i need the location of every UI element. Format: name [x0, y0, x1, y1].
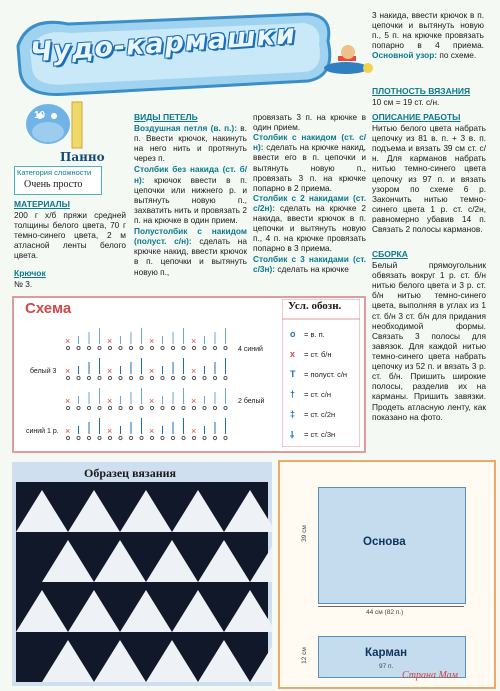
- schema-title: Схема: [25, 300, 72, 317]
- chain-stitch-icon: [182, 436, 185, 439]
- chain-stitch-icon: [203, 346, 206, 349]
- loop-text: сделать на крючке накид, ввести его в п. цепочки и вытянуть новую п., провязать 3 п. на крючке попарно в 2 приема.: [253, 142, 366, 193]
- chain-stitch-icon: [108, 346, 111, 349]
- chain-stitch-icon: [150, 436, 153, 439]
- row-label-4: 4 синий: [238, 346, 263, 353]
- chain-stitch-icon: [203, 406, 206, 409]
- legend-item: [290, 424, 360, 444]
- work-text: Нитью белого цвета набрать цепочку из 81 в. п. + 3 в. п. подъема и вязать 39 см ст. с/н. Для карманов набрать нитью темно-синего цвета цепочку из 97 п. и вязать узором по схеме 6 р. Закончить нитью темно-синего цвета 1 р. ст. с/2н, равномерно убавив 14 п. Связать 2 полосы карманов.: [372, 123, 486, 235]
- chain-stitch-icon: [213, 346, 216, 349]
- intro-text: 3 накида, ввести крючок в п. цепочки и вытянуть новую п., 5 п. на крючке провязать попарно в 4 приема.: [372, 10, 484, 51]
- loop-term: Столбик с 2 накидами (ст. с/2н):: [253, 192, 366, 213]
- legend-text: = ст. б/н: [304, 349, 332, 359]
- legend-text: = ст. с/н: [304, 389, 331, 399]
- chain-stitch-icon: [140, 346, 143, 349]
- chain-stitch-icon: [150, 376, 153, 379]
- legend-list: [290, 324, 360, 444]
- density-text: 10 см = 19 ст. с/н.: [372, 97, 440, 107]
- chain-stitch-icon: [224, 346, 227, 349]
- legend-symbol-icon: ⸸: [290, 429, 295, 440]
- chain-stitch-icon: [161, 346, 164, 349]
- stitch-x-icon: ×: [191, 366, 197, 376]
- chain-stitch-icon: [171, 436, 174, 439]
- hippo-mascot-icon: [20, 98, 100, 150]
- legend-text: = ст. с/2н: [304, 409, 336, 419]
- loop-term: Воздушная петля (в. п.):: [134, 123, 237, 133]
- crochet-chart: [62, 318, 236, 442]
- osnova-label: Основа: [363, 536, 406, 548]
- loop-term: Столбик с накидом (ст. с/н):: [253, 132, 366, 153]
- chain-stitch-icon: [108, 376, 111, 379]
- legend-symbol-icon: †: [290, 389, 296, 399]
- stitch-x-icon: ×: [65, 426, 71, 436]
- loop-text: в. п. Ввести крючок, накинуть на него нить и протянуть через п.: [134, 123, 247, 164]
- loop-types-column: [134, 123, 247, 278]
- chain-stitch-icon: [129, 436, 132, 439]
- airplane-icon: [318, 38, 376, 82]
- loop-text: крючок ввести в п. цепочки или нижнего р. и вытянуть новую п., захватить нить и провязать 2 п. на крючке в один прием.: [134, 174, 247, 225]
- legend-symbol-icon: o: [290, 329, 296, 339]
- category-value: Очень просто: [24, 179, 83, 190]
- karman-label: Карман: [365, 647, 408, 659]
- stitch-x-icon: ×: [191, 396, 197, 406]
- stitch-x-icon: ×: [107, 396, 113, 406]
- chain-stitch-icon: [171, 346, 174, 349]
- chain-stitch-icon: [66, 436, 69, 439]
- chain-stitch-icon: [77, 376, 80, 379]
- chain-stitch-icon: [171, 376, 174, 379]
- chain-stitch-icon: [224, 406, 227, 409]
- legend-text: = полуст. с/н: [304, 369, 348, 379]
- chain-stitch-icon: [140, 376, 143, 379]
- chain-stitch-icon: [150, 346, 153, 349]
- chain-stitch-icon: [129, 346, 132, 349]
- chain-stitch-icon: [87, 346, 90, 349]
- chain-stitch-icon: [161, 436, 164, 439]
- legend-text: = в. п.: [304, 329, 325, 339]
- stitch-x-icon: ×: [65, 336, 71, 346]
- stitch-x-icon: ×: [191, 426, 197, 436]
- pattern-text: по схеме.: [437, 50, 477, 61]
- stitch-x-icon: ×: [107, 336, 113, 346]
- loop-text: сделать на крючке: [275, 263, 349, 274]
- legend-symbol-icon: ‡: [290, 409, 296, 419]
- chain-stitch-icon: [161, 406, 164, 409]
- chain-stitch-icon: [213, 436, 216, 439]
- loop-def-0: [134, 123, 247, 163]
- materials-text: 200 г х/б пряжи средней толщины белого цвета, 70 г темно-синего цвета, 2 м атласной ленты белого цвета.: [14, 210, 126, 261]
- chain-stitch-icon: [150, 406, 153, 409]
- legend-symbol-icon: T: [290, 369, 296, 379]
- legend-item: [290, 344, 360, 364]
- loop-def-col3-2: [253, 254, 366, 274]
- chain-stitch-icon: [98, 406, 101, 409]
- chain-stitch-icon: [119, 436, 122, 439]
- stitch-x-icon: ×: [149, 396, 155, 406]
- legend-symbol-icon: x: [290, 349, 296, 359]
- chain-stitch-icon: [213, 376, 216, 379]
- assembly-text: Белый прямоугольник обвязать вокруг 1 р. ст. б/н нитью белого цвета и 3 р. ст. б/н нитью темно-синего цвета, выполняя в углах из 1 ст. б/н 3 ст. б/н для придания необходимой формы. Связать 3 полосы для завязок. Для каждой нитью темно-синего цвета набрать цепочку из 52 п. и вязать 3 р. ст. б/н. Пришить широкие полосы, разделив их на карманы. Пришить завязки. Продеть атласную ленту, как показано на фото.: [372, 260, 486, 422]
- osnova-width-line: [318, 606, 464, 607]
- chain-stitch-icon: [66, 406, 69, 409]
- hook-heading: Крючок: [14, 268, 46, 278]
- legend-item: [290, 384, 360, 404]
- col3-lead: провязать 3 п. на крючке в один прием.: [253, 112, 366, 133]
- loop-def-col3-1: [253, 193, 366, 254]
- chain-stitch-icon: [192, 406, 195, 409]
- chain-stitch-icon: [203, 376, 206, 379]
- badge-number: 10: [34, 110, 46, 121]
- chain-stitch-icon: [119, 346, 122, 349]
- stitch-x-icon: ×: [149, 366, 155, 376]
- chain-stitch-icon: [213, 406, 216, 409]
- knit-texture-image: [12, 462, 272, 686]
- chain-stitch-icon: [192, 436, 195, 439]
- loop-def-2: [134, 226, 247, 277]
- photo-title: Образец вязания: [84, 466, 177, 480]
- right-intro: [372, 10, 484, 61]
- stitch-x-icon: ×: [65, 396, 71, 406]
- stitch-x-icon: ×: [149, 426, 155, 436]
- row-label-3: белый 3: [30, 368, 57, 375]
- legend-item: [290, 404, 360, 424]
- hook-text: № 3.: [14, 279, 33, 289]
- chain-stitch-icon: [98, 376, 101, 379]
- chain-stitch-icon: [161, 376, 164, 379]
- chain-stitch-icon: [182, 346, 185, 349]
- karman-width: 97 п.: [379, 663, 394, 670]
- chain-stitch-icon: [66, 376, 69, 379]
- legend-title: Усл. обозн.: [288, 300, 342, 312]
- chain-stitch-icon: [182, 376, 185, 379]
- materials-heading: МАТЕРИАЛЫ: [14, 199, 70, 209]
- osnova-height: 39 см: [300, 525, 308, 542]
- assembly-heading: СБОРКА: [372, 249, 408, 259]
- knit-sample-photo: [12, 462, 272, 686]
- loop-text: сделать на крючке 2 накида, ввести крючок в п. цепочки и вытянуть новую п., 4 п. на крючке провязать попарно в 3 приема.: [253, 202, 366, 254]
- row-label-1: синий 1 р.: [26, 428, 59, 435]
- chain-stitch-icon: [182, 406, 185, 409]
- loops-heading: ВИДЫ ПЕТЕЛЬ: [134, 112, 198, 122]
- category-label: Категория сложности: [17, 168, 92, 177]
- chain-stitch-icon: [192, 376, 195, 379]
- loop-term: Столбик без накида (ст. б/н):: [134, 164, 247, 185]
- stitch-x-icon: ×: [191, 336, 197, 346]
- chain-stitch-icon: [171, 406, 174, 409]
- chain-stitch-icon: [87, 376, 90, 379]
- chain-stitch-icon: [119, 406, 122, 409]
- loop-def-col3-0: [253, 132, 366, 193]
- chain-stitch-icon: [77, 346, 80, 349]
- legend-item: [290, 324, 360, 344]
- chain-stitch-icon: [129, 376, 132, 379]
- chain-stitch-icon: [77, 406, 80, 409]
- chain-stitch-icon: [108, 406, 111, 409]
- article-name: Панно: [60, 150, 105, 164]
- karman-height: 12 см: [300, 647, 308, 664]
- loop-text: сделать на крючке накид, ввести крючок в п. цепочки и вытянуть новую п.,: [134, 236, 247, 277]
- legend-text: = ст. с/3н: [304, 429, 336, 439]
- stitch-x-icon: ×: [107, 366, 113, 376]
- chain-stitch-icon: [129, 406, 132, 409]
- stitch-x-icon: ×: [65, 366, 71, 376]
- stitch-x-icon: ×: [149, 336, 155, 346]
- chain-stitch-icon: [87, 436, 90, 439]
- chain-stitch-icon: [108, 436, 111, 439]
- chain-stitch-icon: [224, 436, 227, 439]
- osnova-width: 44 см (82 п.): [366, 609, 404, 616]
- row-label-2: 2 белый: [238, 398, 265, 405]
- watermark: Страна Мам: [402, 670, 459, 681]
- work-heading: ОПИСАНИЕ РАБОТЫ: [372, 112, 461, 122]
- chain-stitch-icon: [98, 346, 101, 349]
- chain-stitch-icon: [140, 406, 143, 409]
- chain-stitch-icon: [192, 346, 195, 349]
- stitch-x-icon: ×: [107, 426, 113, 436]
- loop-term: Полустолбик с накидом (полуст. с/н):: [134, 226, 247, 247]
- chain-stitch-icon: [203, 436, 206, 439]
- chain-stitch-icon: [66, 346, 69, 349]
- chain-stitch-icon: [87, 406, 90, 409]
- chain-stitch-icon: [140, 436, 143, 439]
- density-heading: ПЛОТНОСТЬ ВЯЗАНИЯ: [372, 86, 471, 96]
- pattern-label: Основной узор:: [372, 50, 438, 61]
- loop-term: Столбик с 3 накидами (ст. с/3н):: [253, 253, 366, 274]
- page-title: Чудо-кармашки: [29, 18, 297, 69]
- chain-stitch-icon: [119, 376, 122, 379]
- loop-types-column-2: [253, 112, 366, 274]
- chain-stitch-icon: [77, 436, 80, 439]
- chain-stitch-icon: [224, 376, 227, 379]
- osnova-shape: [318, 487, 466, 604]
- legend-item: [290, 364, 360, 384]
- chain-stitch-icon: [98, 436, 101, 439]
- loop-def-1: [134, 164, 247, 225]
